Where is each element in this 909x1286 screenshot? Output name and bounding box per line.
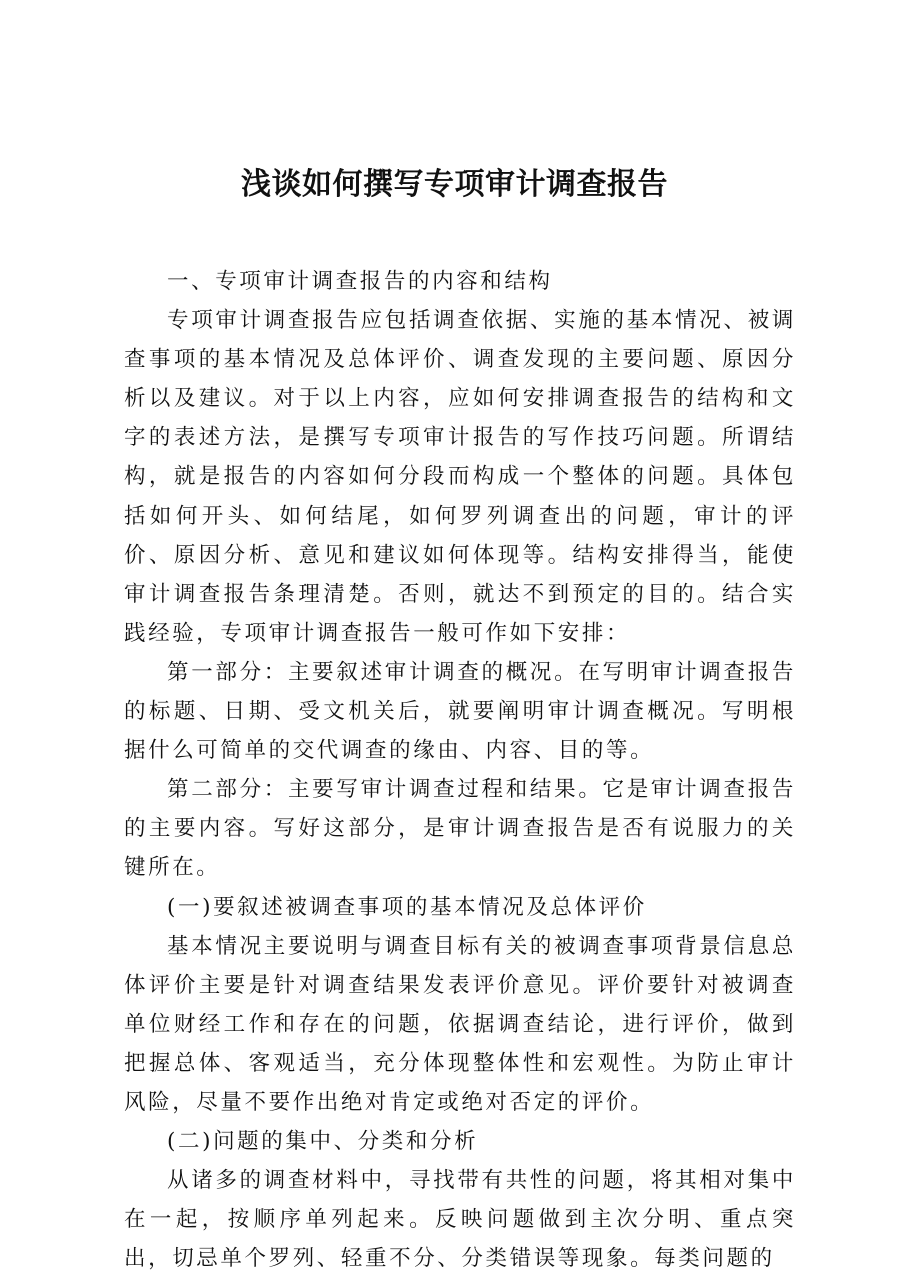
document-title: 浅谈如何撰写专项审计调查报告 xyxy=(241,167,668,202)
body-paragraph-basic-situation: 基本情况主要说明与调查目标有关的被调查事项背景信息总体评价主要是针对调查结果发表评价意见。评价要针对被调查单位财经工作和存在的问题，依据调查结论，进行评价，做到把握总体、客观适当，充分体现整体性和宏观性。为防止审计风险，尽量不要作出绝对肯定或绝对否定的评价。 xyxy=(124,933,796,1115)
body-paragraph-part-two: 第二部分：主要写审计调查过程和结果。它是审计调查报告的主要内容。写好这部分，是审计调查报告是否有说服力的关键所在。 xyxy=(124,777,796,881)
document-body xyxy=(124,262,796,1278)
subsection-heading-1: (一)要叙述被调查事项的基本情况及总体评价 xyxy=(167,894,647,920)
body-paragraph-part-one: 第一部分：主要叙述审计调查的概况。在写明审计调查报告的标题、日期、受文机关后，就要阐明审计调查概况。写明根据什么可简单的交代调查的缘由、内容、目的等。 xyxy=(124,659,796,764)
subsection-heading-2: (二)问题的集中、分类和分析 xyxy=(167,1129,479,1155)
body-paragraph-intro: 专项审计调查报告应包括调查依据、实施的基本情况、被调查事项的基本情况及总体评价、调查发现的主要问题、原因分析以及建议。对于以上内容，应如何安排调查报告的结构和文字的表述方法，是撰写专项审计报告的写作技巧问题。所谓结构，就是报告的内容如何分段而构成一个整体的问题。具体包括如何开头、如何结尾，如何罗列调查出的问题，审计的评价、原因分析、意见和建议如何体现等。结构安排得当，能使审计调查报告条理清楚。否则，就达不到预定的目的。结合实践经验，专项审计调查报告一般可作如下安排： xyxy=(124,308,796,646)
body-paragraph-problems: 从诸多的调查材料中，寻找带有共性的问题，将其相对集中在一起，按顺序单列起来。反映问题做到主次分明、重点突出，切忌单个罗列、轻重不分、分类错误等现象。每类问题的 xyxy=(124,1168,796,1272)
section-heading-1: 一、专项审计调查报告的内容和结构 xyxy=(167,269,553,294)
